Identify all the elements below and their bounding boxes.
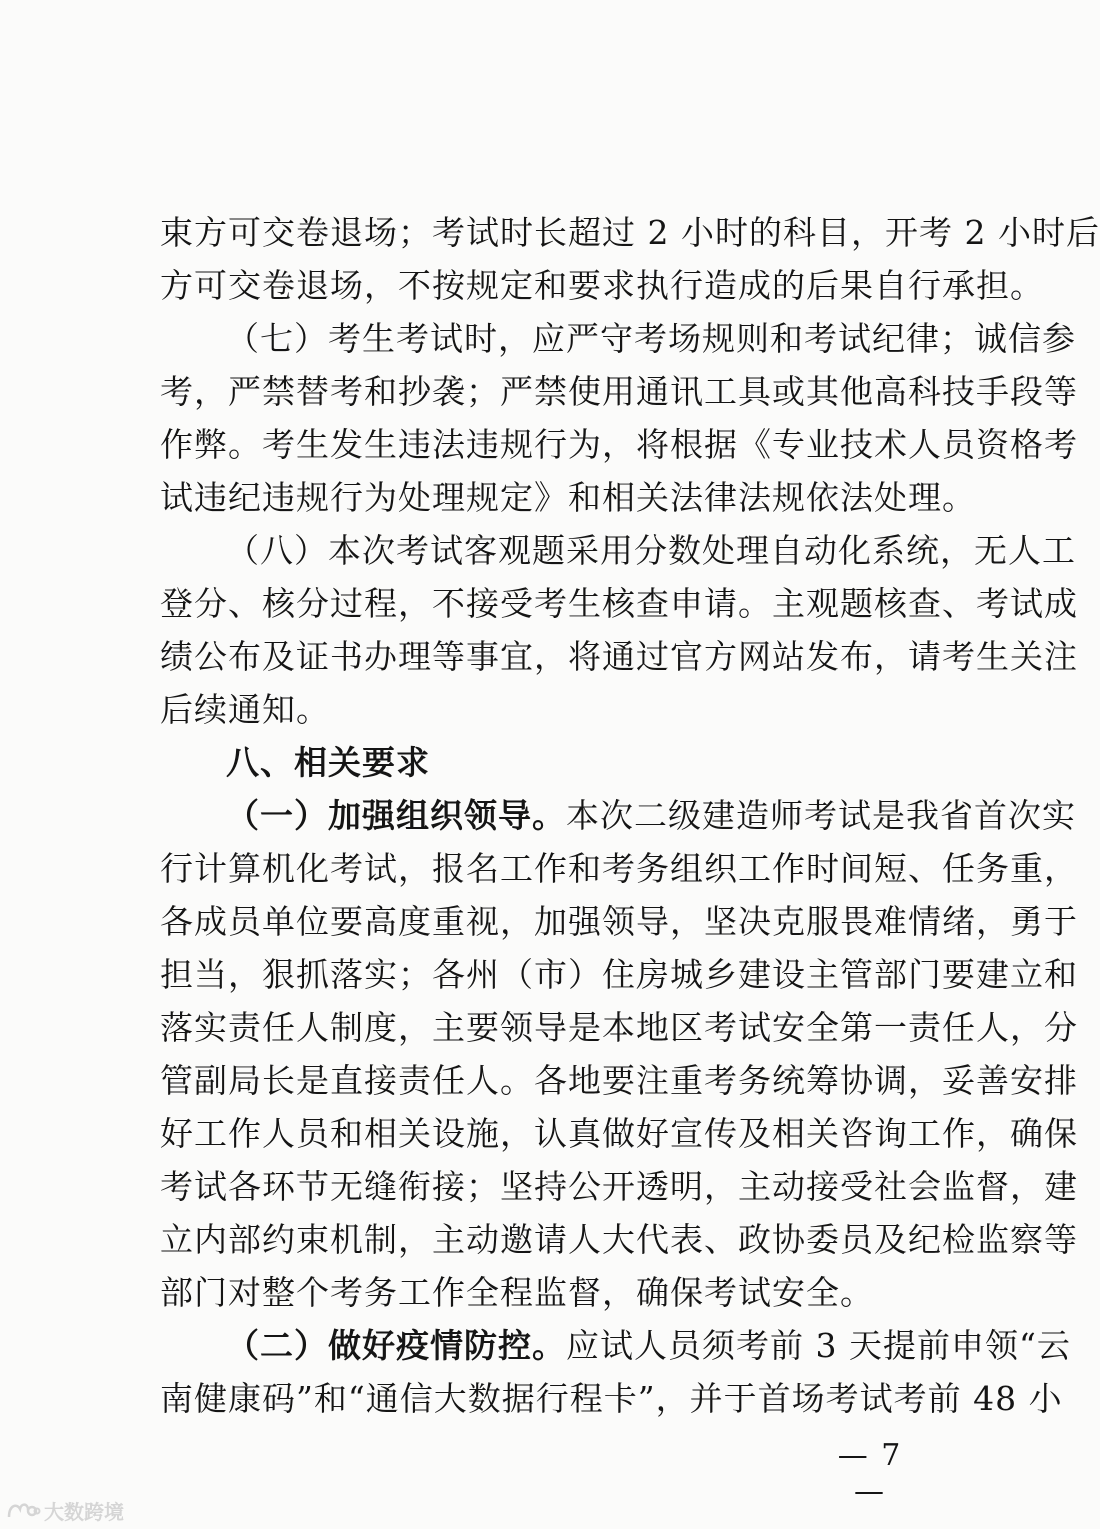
paragraph-lead-title: （二）做好疫情防控。 bbox=[226, 1326, 566, 1365]
watermark-logo-icon bbox=[6, 1499, 40, 1521]
page-number: — 7 — bbox=[837, 1438, 903, 1509]
paragraph-8-start: （八）本次考试客观题采用分数处理自动化系统，无人工 bbox=[226, 531, 1076, 570]
watermark-text: 大数跨境 bbox=[44, 1499, 124, 1524]
paragraph-leadership-start bbox=[226, 796, 1076, 836]
body-line: 各成员单位要高度重视，加强领导，坚决克服畏难情绪，勇于 bbox=[160, 902, 1078, 941]
paragraph-7-start: （七）考生考试时，应严守考场规则和考试纪律；诚信参 bbox=[226, 319, 1076, 358]
body-line: 立内部约束机制，主动邀请人大代表、政协委员及纪检监察等 bbox=[160, 1220, 1078, 1259]
body-line: 南健康码”和“通信大数据行程卡”，并于首场考试考前 48 小 bbox=[160, 1379, 1063, 1418]
paragraph-text: 应试人员须考前 3 天提前申领“云 bbox=[566, 1326, 1071, 1365]
body-line: 作弊。考生发生违法违规行为，将根据《专业技术人员资格考 bbox=[160, 425, 1078, 464]
body-line: 行计算机化考试，报名工作和考务组织工作时间短、任务重， bbox=[160, 849, 1078, 888]
watermark bbox=[6, 1497, 124, 1523]
paragraph-text: 本次二级建造师考试是我省首次实 bbox=[566, 796, 1076, 835]
body-line: 登分、核分过程，不接受考生核查申请。主观题核查、考试成 bbox=[160, 584, 1078, 623]
section-heading: 八、相关要求 bbox=[226, 743, 430, 782]
body-line: 考试各环节无缝衔接；坚持公开透明，主动接受社会监督，建 bbox=[160, 1167, 1078, 1206]
paragraph-epidemic-start bbox=[226, 1326, 1071, 1366]
body-line: 绩公布及证书办理等事宜，将通过官方网站发布，请考生关注 bbox=[160, 637, 1078, 676]
body-line: 束方可交卷退场；考试时长超过 2 小时的科目，开考 2 小时后 bbox=[160, 213, 1100, 252]
body-line: 担当，狠抓落实；各州（市）住房城乡建设主管部门要建立和 bbox=[160, 955, 1078, 994]
body-line: 考，严禁替考和抄袭；严禁使用通讯工具或其他高科技手段等 bbox=[160, 372, 1078, 411]
paragraph-lead-title: （一）加强组织领导。 bbox=[226, 796, 566, 835]
body-line: 方可交卷退场，不按规定和要求执行造成的后果自行承担。 bbox=[160, 266, 1044, 305]
body-line: 好工作人员和相关设施，认真做好宣传及相关咨询工作，确保 bbox=[160, 1114, 1078, 1153]
body-line: 管副局长是直接责任人。各地要注重考务统筹协调，妥善安排 bbox=[160, 1061, 1078, 1100]
body-line: 部门对整个考务工作全程监督，确保考试安全。 bbox=[160, 1273, 874, 1312]
body-line: 试违纪违规行为处理规定》和相关法律法规依法处理。 bbox=[160, 478, 976, 517]
body-line: 后续通知。 bbox=[160, 690, 330, 729]
body-line: 落实责任人制度，主要领导是本地区考试安全第一责任人，分 bbox=[160, 1008, 1078, 1047]
